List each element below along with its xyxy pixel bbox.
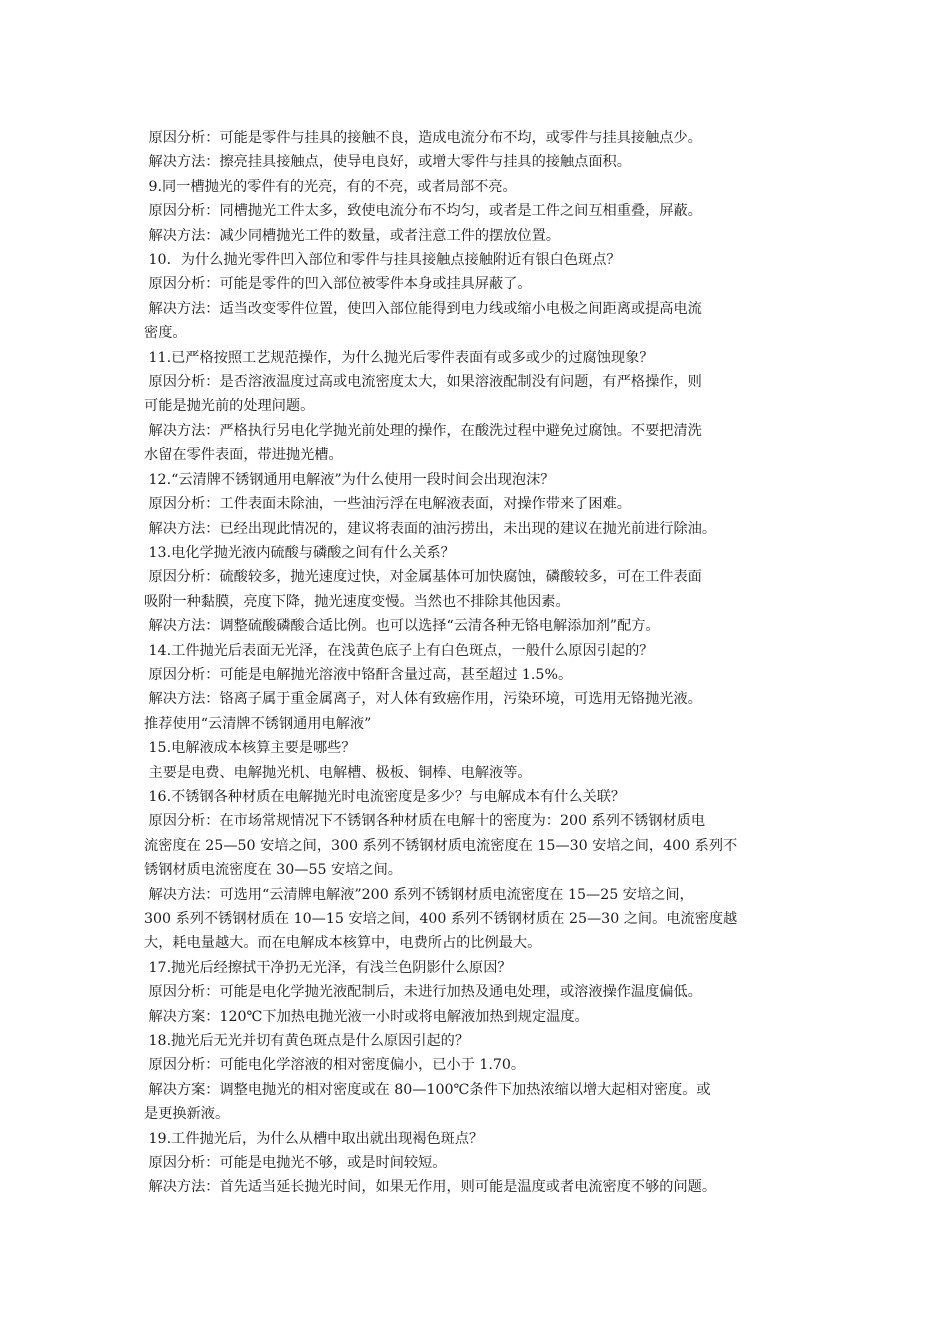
text-line: 原因分析：是否溶液温度过高或电流密度太大，如果溶液配制没有问题，有严格操作，则 — [144, 374, 702, 391]
text-line: 解决方法：擦亮挂具接触点，使导电良好，或增大零件与挂具的接触点面积。 — [144, 154, 631, 171]
text-line: 原因分析：在市场常规情况下不锈钢各种材质在电解十的密度为：200 系列不锈钢材质电 — [144, 813, 706, 830]
text-line: 原因分析：可能是电抛光不够，或是时间较短。 — [144, 1155, 447, 1172]
text-line: 是更换新液。 — [144, 1106, 230, 1123]
text-line: 解决方案：120℃下加热电抛光液一小时或将电解液加热到规定温度。 — [144, 1008, 589, 1025]
text-line: 解决方法：首先适当延长抛光时间，如果无作用，则可能是温度或者电流密度不够的问题。 — [144, 1179, 717, 1196]
text-line: 12.“云清牌不锈钢通用电解液”为什么使用一段时间会出现泡沫？ — [144, 471, 555, 488]
text-line: 解决方法：调整硫酸磷酸合适比例。也可以选择“云清各种无铬电解添加剂”配方。 — [144, 618, 660, 635]
text-line: 15.电解液成本核算主要是哪些？ — [144, 740, 356, 757]
text-line: 原因分析：可能是电解抛光溶液中铬酐含量过高，甚至超过 1.5%。 — [144, 666, 573, 683]
text-line: 可能是抛光前的处理问题。 — [144, 398, 315, 415]
document-body — [144, 126, 812, 1200]
text-line: 18.抛光后无光并切有黄色斑点是什么原因引起的？ — [144, 1033, 470, 1050]
text-line: 16.不锈钢各种材质在电解抛光时电流密度是多少？与电解成本有什么关联？ — [144, 788, 626, 805]
text-line: 原因分析：同槽抛光工件太多，致使电流分布不均匀，或者是工件之间互相重叠，屏蔽。 — [144, 203, 702, 220]
text-line: 原因分析：可能是零件与挂具的接触不良，造成电流分布不均，或零件与挂具接触点少。 — [144, 130, 702, 146]
text-line: 主要是电费、电解抛光机、电解槽、极板、铜棒、电解液等。 — [144, 764, 532, 781]
text-line: 原因分析：工件表面未除油，一些油污浮在电解液表面，对操作带来了困难。 — [144, 496, 631, 513]
text-line: 解决方法：减少同槽抛光工件的数量，或者注意工件的摆放位置。 — [144, 227, 560, 244]
text-line: 解决方案：调整电抛光的相对密度或在 80—100℃条件下加热浓缩以增大起相对密度。或 — [144, 1081, 711, 1098]
text-line: 14.工件抛光后表面无光泽，在浅黄色底子上有白色斑点，一般什么原因引起的？ — [144, 642, 654, 659]
text-line: 解决方法：铬离子属于重金属离子，对人体有致癌作用，污染环境，可选用无铬抛光液。 — [144, 691, 702, 708]
text-line: 流密度在 25—50 安培之间，300 系列不锈钢材质电流密度在 15—30 安培之间，400 系列不 — [144, 837, 738, 854]
text-line: 11.已严格按照工艺规范操作，为什么抛光后零件表面有或多或少的过腐蚀现象？ — [144, 349, 654, 366]
text-line: 原因分析：可能是电化学抛光液配制后，未进行加热及通电处理，或溶液操作温度偏低。 — [144, 984, 702, 1001]
text-line: 原因分析：可能是零件的凹入部位被零件本身或挂具屏蔽了。 — [144, 276, 532, 293]
text-line: 解决方法：适当改变零件位置，使凹入部位能得到电力线或缩小电极之间距离或提高电流 — [144, 300, 702, 317]
text-line: 解决方法：已经出现此情况的，建议将表面的油污捞出，未出现的建议在抛光前进行除油。 — [144, 520, 717, 537]
text-line: 水留在零件表面，带进抛光槽。 — [144, 447, 343, 464]
text-line: 原因分析：硫酸较多，抛光速度过快，对金属基体可加快腐蚀，磷酸较多，可在工件表面 — [144, 569, 702, 586]
text-line: 解决方法：可选用“云清牌电解液”200 系列不锈钢材质电流密度在 15—25 安培之间， — [144, 886, 694, 903]
text-line: 17.抛光后经擦拭干净扔无光泽，有浅兰色阴影什么原因？ — [144, 959, 512, 976]
text-line: 推荐使用“云清牌不锈钢通用电解液” — [144, 715, 372, 732]
text-line: 10．为什么抛光零件凹入部位和零件与挂具接触点接触附近有银白色斑点？ — [144, 252, 621, 269]
text-line: 吸附一种黏膜，亮度下降，抛光速度变慢。当然也不排除其他因素。 — [144, 593, 570, 610]
text-line: 19.工件抛光后，为什么从槽中取出就出现褐色斑点？ — [144, 1130, 484, 1147]
text-line: 密度。 — [144, 325, 187, 342]
text-line: 原因分析：可能电化学溶液的相对密度偏小，已小于 1.70。 — [144, 1057, 526, 1074]
text-line: 锈钢材质电流密度在 30—55 安培之间。 — [144, 862, 402, 879]
text-line: 9.同一槽抛光的零件有的光亮，有的不亮，或者局部不亮。 — [144, 178, 517, 195]
text-line: 大，耗电量越大。而在电解成本核算中，电费所占的比例最大。 — [144, 935, 542, 952]
text-line: 13.电化学抛光液内硫酸与磷酸之间有什么关系？ — [144, 544, 455, 561]
text-line: 300 系列不锈钢材质在 10—15 安培之间，400 系列不锈钢材质在 25—30 之间。电流密度越 — [144, 911, 738, 927]
text-line: 解决方法：严格执行另电化学抛光前处理的操作，在酸洗过程中避免过腐蚀。不要把清洗 — [144, 422, 702, 439]
